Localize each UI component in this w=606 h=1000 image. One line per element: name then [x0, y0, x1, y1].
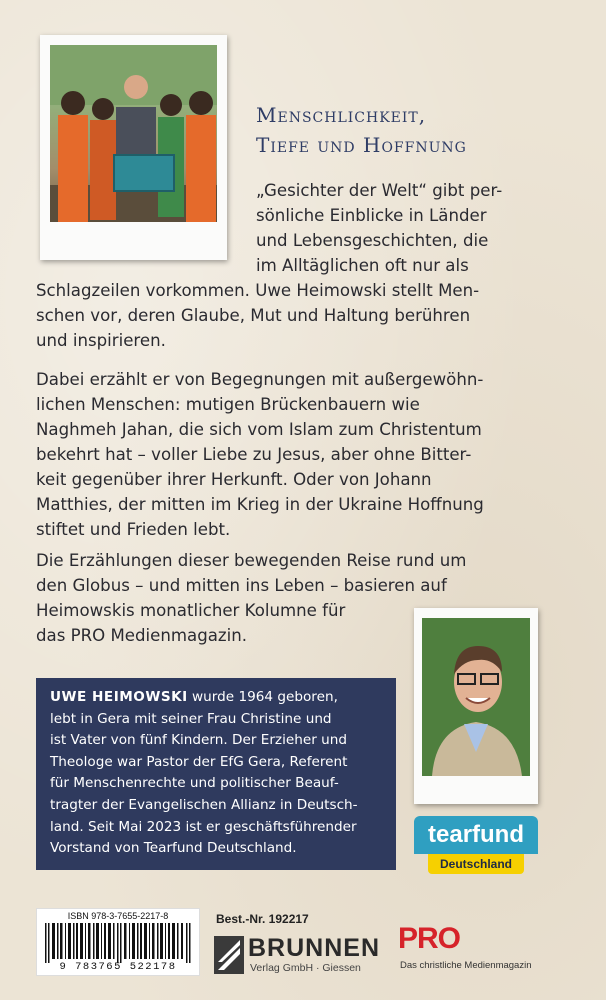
- barcode-digits: 9 783765 522178: [59, 961, 177, 973]
- brunnen-sub: Verlag GmbH · Giessen: [250, 962, 361, 974]
- bio-line: Theologe war Pastor der EfG Gera, Referent: [50, 753, 348, 770]
- intro-line: „Gesichter der Welt“ gibt per-: [256, 181, 503, 200]
- intro-line: sönliche Einblicke in Länder: [256, 206, 487, 225]
- second-paragraph: [36, 367, 576, 542]
- author-portrait: [422, 618, 530, 776]
- intro-line: Schlagzeilen vorkommen. Uwe Heimowski stellt Men-: [36, 281, 480, 300]
- para2-line: Dabei erzählt er von Begegnungen mit außergewöhn-: [36, 370, 484, 389]
- barcode-bars: [45, 923, 193, 963]
- brunnen-mark-icon: [214, 936, 244, 974]
- bio-line: ist Vater von fünf Kindern. Der Erzieher und: [50, 732, 347, 749]
- intro-line: schen vor, deren Glaube, Mut und Haltung berühren: [36, 306, 471, 325]
- para2-line: keit gegenüber ihrer Herkunft. Oder von Johann: [36, 470, 432, 489]
- intro-line: im Alltäglichen oft nur als: [256, 256, 469, 275]
- tearfund-logo-name: tearfund: [414, 816, 538, 854]
- bio-line: land. Seit Mai 2023 ist er geschäftsführender: [50, 818, 357, 835]
- bio-line: Vorstand von Tearfund Deutschland.: [50, 840, 297, 857]
- author-bio-box: [36, 678, 396, 870]
- headline-line-2: Tiefe und Hoffnung: [256, 133, 467, 157]
- bio-first-line-rest: wurde 1964 geboren,: [187, 689, 338, 705]
- para2-line: bekehrt hat – voller Liebe zu Jesus, aber ohne Bitter-: [36, 445, 472, 464]
- brunnen-logo: [214, 934, 384, 976]
- para3-line: Heimowskis monatlicher Kolumne für: [36, 601, 346, 620]
- para3-line: den Globus – und mitten ins Leben – basieren auf: [36, 576, 447, 595]
- para2-line: lichen Menschen: mutigen Brückenbauern wie: [36, 395, 420, 414]
- bio-line: lebt in Gera mit seiner Frau Christine und: [50, 710, 332, 727]
- pro-name: PRO: [398, 922, 461, 955]
- isbn-text: ISBN 978-3-7655-2217-8: [67, 911, 169, 921]
- headline: [256, 100, 576, 160]
- isbn-barcode: [36, 908, 200, 976]
- tearfund-logo-country: Deutschland: [428, 854, 524, 874]
- bio-line: für Menschenrechte und politischer Beauf-: [50, 775, 339, 792]
- order-number: Best.-Nr. 192217: [216, 912, 309, 926]
- tearfund-logo: [414, 816, 538, 878]
- para2-line: stiftet und Frieden lebt.: [36, 520, 231, 539]
- intro-line: und Lebensgeschichten, die: [256, 231, 489, 250]
- pro-logo: [398, 922, 578, 978]
- intro-paragraph: [36, 178, 576, 353]
- pro-sub: Das christliche Medienmagazin: [400, 960, 532, 971]
- para3-line: Die Erzählungen dieser bewegenden Reise rund um: [36, 551, 467, 570]
- bio-first-line: [50, 687, 382, 709]
- author-name: UWE HEIMOWSKI: [50, 689, 188, 705]
- author-portrait-polaroid: [414, 608, 538, 804]
- brunnen-name: BRUNNEN: [248, 934, 380, 962]
- para2-line: Matthies, der mitten im Krieg in der Ukraine Hoffnung: [36, 495, 484, 514]
- intro-line: und inspirieren.: [36, 331, 166, 350]
- headline-line-1: Menschlichkeit,: [256, 103, 427, 127]
- para3-line: das PRO Medienmagazin.: [36, 626, 248, 645]
- bio-line: tragter der Evangelischen Allianz in Deutsch-: [50, 796, 358, 813]
- para2-line: Naghmeh Jahan, die sich vom Islam zum Christentum: [36, 420, 482, 439]
